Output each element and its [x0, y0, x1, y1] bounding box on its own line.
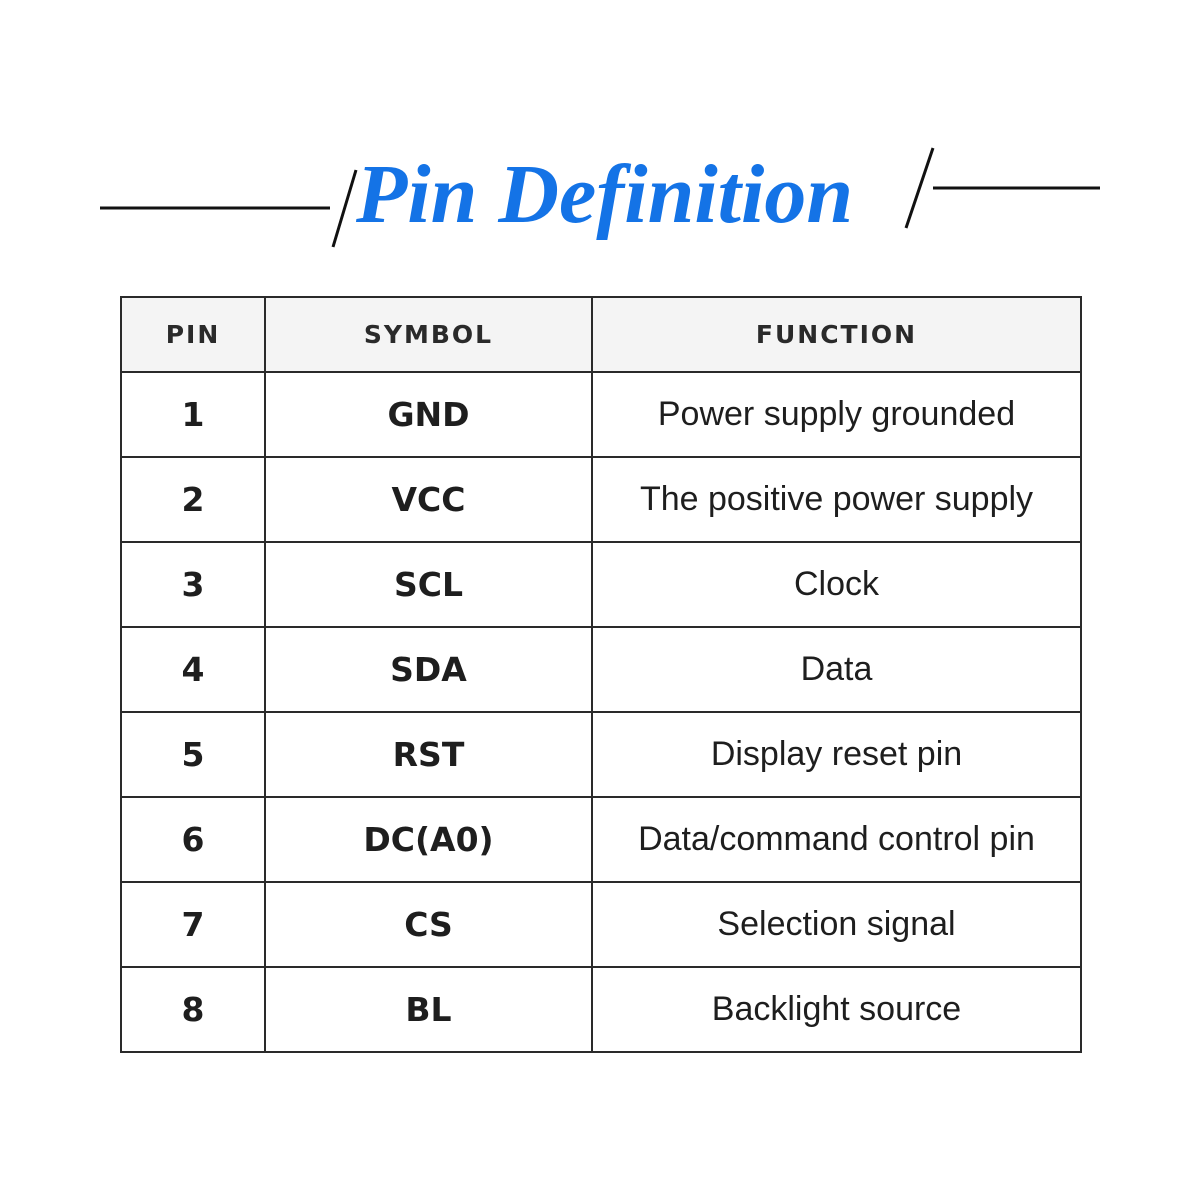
pin-symbol: DC(A0): [265, 797, 592, 882]
header-pin: PIN: [121, 297, 265, 372]
pin-function: Display reset pin: [592, 712, 1081, 797]
table-row: [121, 372, 1081, 457]
header-function: FUNCTION: [592, 297, 1081, 372]
table-row: [121, 542, 1081, 627]
pin-function: Backlight source: [592, 967, 1081, 1052]
pin-function: The positive power supply: [592, 457, 1081, 542]
pin-number: 5: [121, 712, 265, 797]
title-left-slash: [333, 170, 356, 247]
table-header-row: [121, 297, 1081, 372]
table-row: [121, 797, 1081, 882]
pin-function: Data/command control pin: [592, 797, 1081, 882]
pin-symbol: BL: [265, 967, 592, 1052]
pin-number: 4: [121, 627, 265, 712]
pin-number: 7: [121, 882, 265, 967]
header-symbol: SYMBOL: [265, 297, 592, 372]
pin-number: 3: [121, 542, 265, 627]
pin-symbol: SCL: [265, 542, 592, 627]
table-row: [121, 457, 1081, 542]
table-row: [121, 967, 1081, 1052]
pin-function: Data: [592, 627, 1081, 712]
pin-symbol: SDA: [265, 627, 592, 712]
pin-function: Clock: [592, 542, 1081, 627]
pin-function: Selection signal: [592, 882, 1081, 967]
pin-number: 6: [121, 797, 265, 882]
title-banner: [0, 0, 1200, 290]
table-row: [121, 627, 1081, 712]
pin-symbol: GND: [265, 372, 592, 457]
pin-symbol: VCC: [265, 457, 592, 542]
pin-number: 2: [121, 457, 265, 542]
pin-definition-table: [120, 296, 1082, 1053]
page-title: Pin Definition: [356, 148, 854, 241]
pin-number: 8: [121, 967, 265, 1052]
pin-symbol: RST: [265, 712, 592, 797]
pin-function: Power supply grounded: [592, 372, 1081, 457]
table-row: [121, 712, 1081, 797]
table-row: [121, 882, 1081, 967]
pin-symbol: CS: [265, 882, 592, 967]
pin-number: 1: [121, 372, 265, 457]
